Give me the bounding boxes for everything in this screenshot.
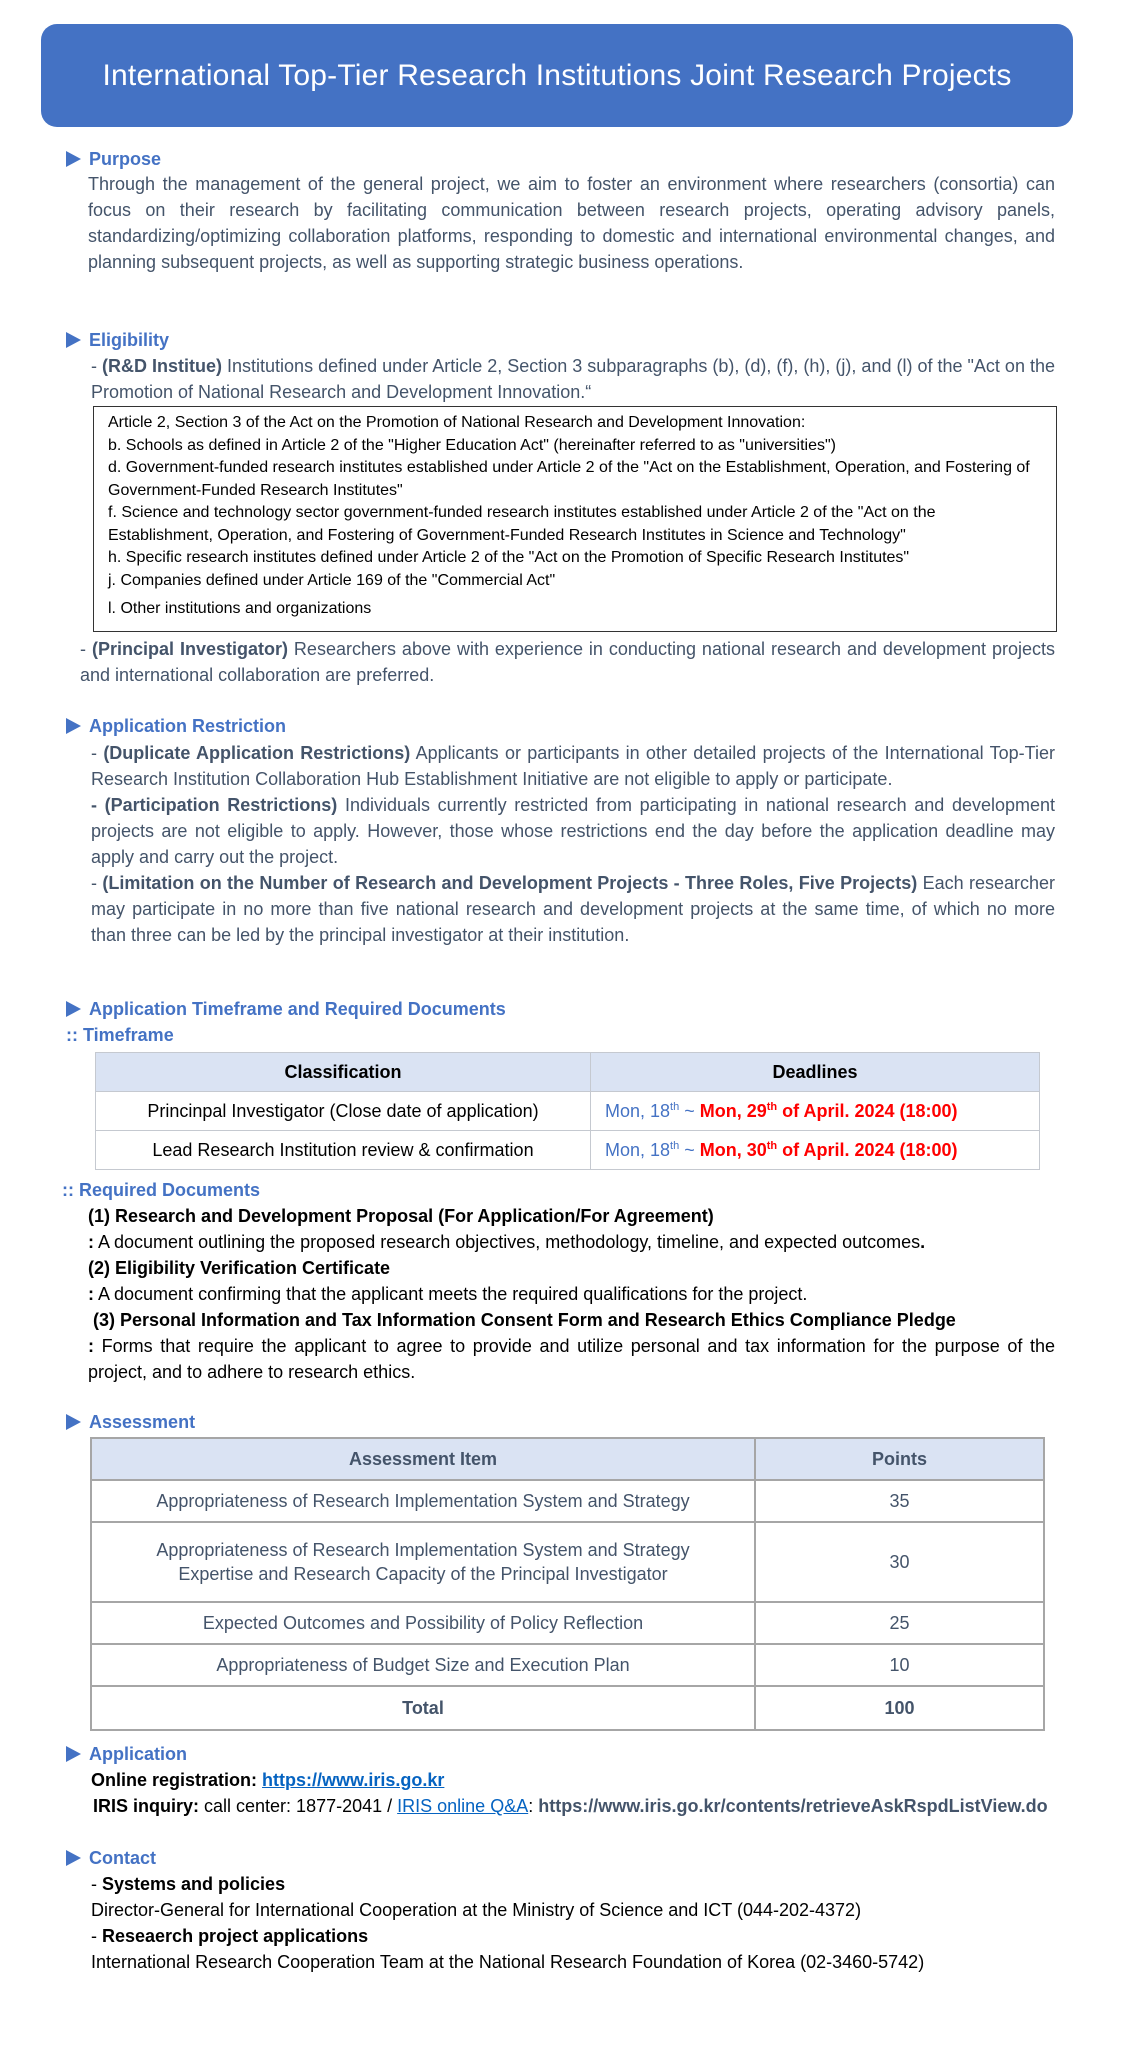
end-date: Mon, 29	[699, 1100, 767, 1121]
table-row	[96, 1092, 1040, 1131]
contact-prefix: -	[91, 1874, 102, 1894]
note-line: d. Government-funded research institutes established under Article 2 of the "Act on the Establishment, Operation, and Fostering of Government-Funded Research Institutes"	[108, 459, 1030, 499]
assessment-item	[91, 1522, 755, 1602]
assessment-item: Expected Outcomes and Possibility of Policy Reflection	[91, 1602, 755, 1644]
column-header: Classification	[96, 1053, 591, 1092]
restriction-item	[91, 740, 1055, 792]
document-desc	[88, 1229, 1055, 1255]
table-total-row	[91, 1686, 1044, 1730]
assessment-points: 25	[755, 1602, 1044, 1644]
table-header-row	[96, 1053, 1040, 1092]
timeframe-section	[66, 997, 506, 1021]
restriction-label: - (Participation Restrictions)	[91, 795, 338, 815]
column-header: Assessment Item	[91, 1438, 755, 1480]
triangle-bullet-icon	[66, 1850, 81, 1866]
restriction-label: (Duplicate Application Restrictions)	[103, 743, 411, 763]
restriction-heading	[66, 714, 286, 738]
colon: :	[88, 1232, 94, 1252]
documents-list	[88, 1203, 1055, 1385]
pi-prefix: -	[80, 639, 92, 659]
application-online	[91, 1767, 1121, 1793]
note-line: f. Science and technology sector government-funded research institutes established under Article 2 of the "Act on the Establishment, Operation, and Fostering of Government-Funded Research Institutes in Science and Technology"	[108, 504, 936, 544]
assessment-heading	[66, 1410, 195, 1434]
table-row	[91, 1480, 1044, 1522]
timeframe-table	[95, 1052, 1040, 1170]
purpose-section	[66, 147, 1066, 171]
total-label: Total	[91, 1686, 755, 1730]
note-line-last: l. Other institutions and organizations	[108, 600, 372, 617]
pi-label: (Principal Investigator)	[91, 639, 288, 659]
contact-detail: Director-General for International Cooperation at the Ministry of Science and ICT (044-202-4372)	[91, 1900, 862, 1920]
restriction-prefix: -	[91, 743, 104, 763]
triangle-bullet-icon	[66, 332, 81, 348]
note-line: b. Schools as defined in Article 2 of the "Higher Education Act" (hereinafter referred to as "universities")	[108, 436, 836, 454]
triangle-bullet-icon	[66, 1414, 81, 1430]
restriction-text: Applicants or participants in other detailed projects of the International Top-Tier Research Institution Collaboration Hub Establishment Initiative are not eligible to apply or participate.	[91, 743, 1055, 789]
classification-cell: Lead Research Institution review & confirmation	[96, 1131, 591, 1170]
table-row	[91, 1602, 1044, 1644]
colon: :	[88, 1336, 94, 1356]
eligibility-heading	[66, 328, 169, 352]
timeframe-heading	[66, 997, 506, 1021]
tilde: ~	[679, 1139, 700, 1160]
note-line: j. Companies defined under Article 169 of the "Commercial Act"	[108, 571, 556, 589]
contact-section	[66, 1846, 156, 1870]
table-header-row	[91, 1438, 1044, 1480]
assessment-section	[66, 1410, 195, 1434]
eligibility-principal-investigator	[80, 636, 1055, 688]
end-rest: of April. 2024 (18:00)	[777, 1100, 958, 1121]
assessment-heading-text: Assessment	[89, 1412, 196, 1432]
assessment-item-line: Appropriateness of Research Implementation System and Strategy	[156, 1540, 690, 1560]
start-date: Mon, 18	[605, 1100, 671, 1121]
contact-heading-text: Contact	[89, 1848, 156, 1868]
dot: .	[920, 1232, 926, 1252]
application-heading	[66, 1742, 187, 1766]
documents-subheading: :: Required Documents	[62, 1180, 261, 1200]
triangle-bullet-icon	[66, 1001, 81, 1017]
deadline-cell	[591, 1131, 1040, 1170]
pi-text: Researchers above with experience in conducting national research and development projects and international collaboration are preferred.	[80, 639, 1055, 685]
application-section	[66, 1742, 187, 1766]
timeframe-subheading: :: Timeframe	[66, 1025, 174, 1045]
triangle-bullet-icon	[66, 151, 81, 167]
start-date: Mon, 18	[605, 1139, 671, 1160]
start-sup: th	[670, 1100, 680, 1113]
end-sup: th	[766, 1100, 778, 1113]
timeframe-heading-text: Application Timeframe and Required Documents	[89, 999, 506, 1019]
online-label: Online registration:	[91, 1770, 263, 1790]
tilde: ~	[679, 1100, 700, 1121]
eligibility-section	[66, 328, 169, 352]
eligibility-heading-text: Eligibility	[89, 330, 170, 350]
purpose-heading-text: Purpose	[89, 149, 162, 169]
contact-list	[91, 1871, 1091, 1975]
end-date: Mon, 30	[699, 1139, 767, 1160]
assessment-item-line: Expertise and Research Capacity of the Principal Investigator	[178, 1564, 668, 1584]
purpose-heading	[66, 147, 1066, 171]
document-text: A document outlining the proposed research objectives, methodology, timeline, and expected outcomes	[94, 1232, 921, 1252]
restriction-section	[66, 714, 286, 738]
assessment-points: 30	[755, 1522, 1044, 1602]
contact-prefix: -	[91, 1926, 102, 1946]
note-line: h. Specific research institutes defined under Article 2 of the "Act on the Promotion of Specific Research Institutes"	[108, 549, 910, 566]
assessment-table	[90, 1437, 1045, 1731]
page-title: International Top-Tier Research Institutions Joint Research Projects	[102, 58, 1012, 92]
restriction-list	[91, 740, 1055, 948]
rd-label: (R&D Institue)	[102, 356, 223, 376]
triangle-bullet-icon	[66, 718, 81, 734]
restriction-text: Each researcher may participate in no more than five national research and development projects at the same time, of which no more than three can be led by the principal investigator at their institution.	[91, 873, 1055, 945]
inquiry-label: IRIS inquiry:	[93, 1796, 200, 1816]
classification-cell: Princinpal Investigator (Close date of application)	[96, 1092, 591, 1131]
start-sup: th	[670, 1139, 680, 1152]
iris-link[interactable]: https://www.iris.go.kr	[262, 1770, 445, 1790]
inquiry-text: call center: 1877-2041 /	[199, 1796, 398, 1816]
eligibility-rd-institute	[91, 353, 1055, 405]
document-text: Forms that require the applicant to agree to provide and utilize personal and tax information for the purpose of the project, and to adhere to research ethics.	[88, 1336, 1055, 1382]
total-points: 100	[755, 1686, 1044, 1730]
document-desc	[88, 1281, 1055, 1307]
contact-item	[91, 1923, 1091, 1949]
column-header: Deadlines	[591, 1053, 1040, 1092]
contact-item	[91, 1871, 1091, 1897]
rd-prefix: -	[91, 356, 103, 376]
application-heading-text: Application	[89, 1744, 187, 1764]
assessment-item: Appropriateness of Research Implementation System and Strategy	[91, 1480, 755, 1522]
document-title: (3) Personal Information and Tax Information Consent Form and Research Ethics Compliance Pledge	[93, 1310, 956, 1330]
contact-detail: International Research Cooperation Team at the National Research Foundation of Korea (02-3460-5742)	[91, 1952, 925, 1972]
page-title-banner	[41, 24, 1073, 127]
assessment-points: 10	[755, 1644, 1044, 1686]
assessment-points: 35	[755, 1480, 1044, 1522]
document-title: (2) Eligibility Verification Certificate	[88, 1258, 391, 1278]
colon: :	[88, 1284, 94, 1304]
contact-label: Systems and policies	[102, 1874, 286, 1894]
assessment-item: Appropriateness of Budget Size and Execution Plan	[91, 1644, 755, 1686]
end-sup: th	[766, 1139, 778, 1152]
triangle-bullet-icon	[66, 1746, 81, 1762]
restriction-label: (Limitation on the Number of Research and Development Projects - Three Roles, Five Projects)	[102, 873, 918, 893]
end-rest: of April. 2024 (18:00)	[777, 1139, 958, 1160]
column-header: Points	[755, 1438, 1044, 1480]
table-row	[91, 1522, 1044, 1602]
qa-colon: :	[528, 1796, 539, 1816]
rd-text: Institutions defined under Article 2, Section 3 subparagraphs (b), (d), (f), (h), (j), and (l) of the "Act on the Promotion of National Research and Development Innovation.“	[91, 356, 1055, 402]
document-title: (1) Research and Development Proposal (For Application/For Agreement)	[88, 1206, 714, 1226]
iris-qa-link[interactable]: IRIS online Q&A	[397, 1796, 529, 1816]
document-text: A document confirming that the applicant meets the required qualifications for the project.	[94, 1284, 808, 1304]
table-row	[96, 1131, 1040, 1170]
qa-url: https://www.iris.go.kr/contents/retrieveAskRspdListView.do	[538, 1796, 1048, 1816]
purpose-text: Through the management of the general project, we aim to foster an environment where researchers (consortia) can focus on their research by facilitating communication between research projects, operating advisory panels, standardizing/optimizing collaboration platforms, responding to domestic and international environmental changes, and planning subsequent projects, as well as supporting strategic business operations.	[88, 174, 1055, 272]
article-note-box	[93, 406, 1057, 632]
restriction-item	[91, 870, 1055, 948]
contact-label: Reseaerch project applications	[102, 1926, 369, 1946]
table-row	[91, 1644, 1044, 1686]
restriction-prefix: -	[91, 873, 103, 893]
document-desc	[88, 1333, 1055, 1385]
restriction-heading-text: Application Restriction	[89, 716, 287, 736]
contact-heading	[66, 1846, 156, 1870]
note-line: Article 2, Section 3 of the Act on the Promotion of National Research and Development Innovation:	[108, 414, 806, 431]
application-inquiry	[93, 1793, 1123, 1819]
restriction-item	[91, 792, 1055, 870]
deadline-cell	[591, 1092, 1040, 1131]
restriction-text: Individuals currently restricted from participating in national research and development projects are not eligible to apply. However, those whose restrictions end the day before the application deadline may apply and carry out the project.	[91, 795, 1056, 867]
